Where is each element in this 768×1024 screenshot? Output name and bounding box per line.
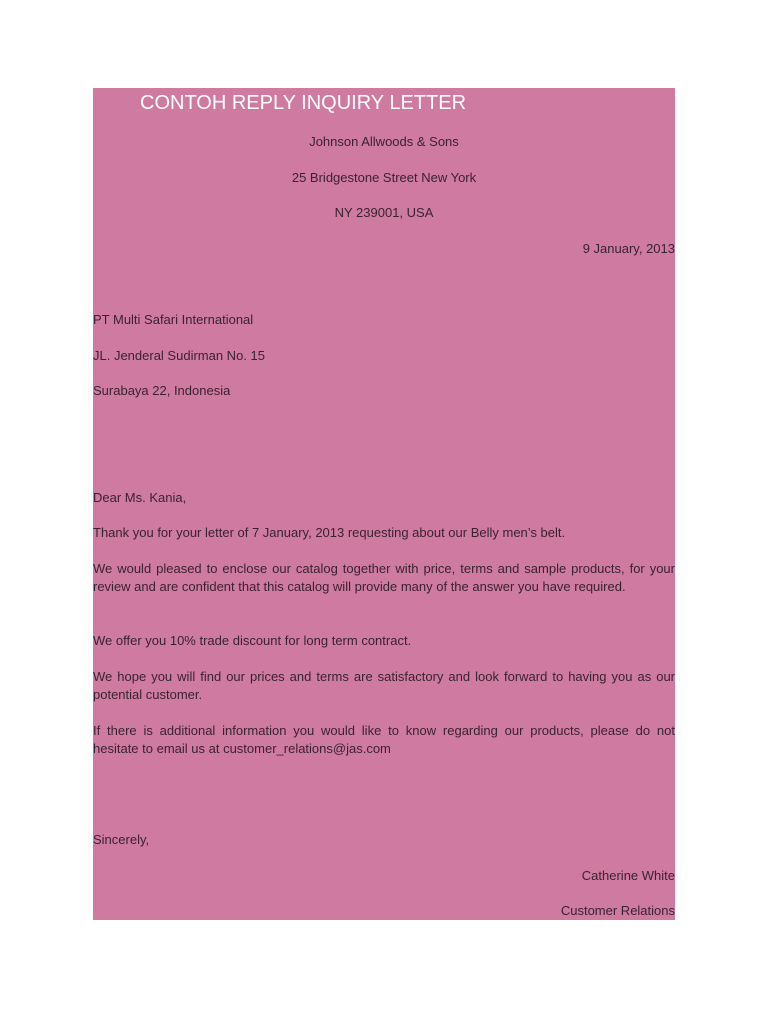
closing: Sincerely,	[93, 832, 150, 847]
body-paragraph: We hope you will find our prices and terms are satisfactory and look forward to having you as our potential customer.	[93, 669, 675, 702]
letter-title: CONTOH REPLY INQUIRY LETTER	[140, 92, 467, 114]
body-paragraph: Thank you for your letter of 7 January, 2013 requesting about our Belly men’s belt.	[93, 525, 566, 540]
letter-sheet	[93, 88, 675, 920]
body-paragraph: If there is additional information you would like to know regarding our products, please do not hesitate to email us at customer_relations@jas.com	[93, 723, 675, 756]
body-paragraph: We offer you 10% trade discount for long term contract.	[93, 633, 412, 648]
recipient-company: PT Multi Safari International	[93, 312, 254, 327]
signer-name: Catherine White	[581, 868, 675, 883]
sender-city: NY 239001, USA	[334, 205, 434, 220]
letter-date: 9 January, 2013	[582, 241, 675, 256]
signer-title: Customer Relations	[560, 903, 675, 918]
salutation: Dear Ms. Kania,	[93, 490, 187, 505]
recipient-city: Surabaya 22, Indonesia	[93, 383, 231, 398]
sender-street: 25 Bridgestone Street New York	[291, 170, 477, 185]
sender-name: Johnson Allwoods & Sons	[309, 134, 459, 149]
recipient-street: JL. Jenderal Sudirman No. 15	[93, 348, 265, 363]
body-paragraph: We would pleased to enclose our catalog together with price, terms and sample products, for your review and are confident that this catalog will provide many of the answer you have required.	[93, 561, 675, 594]
